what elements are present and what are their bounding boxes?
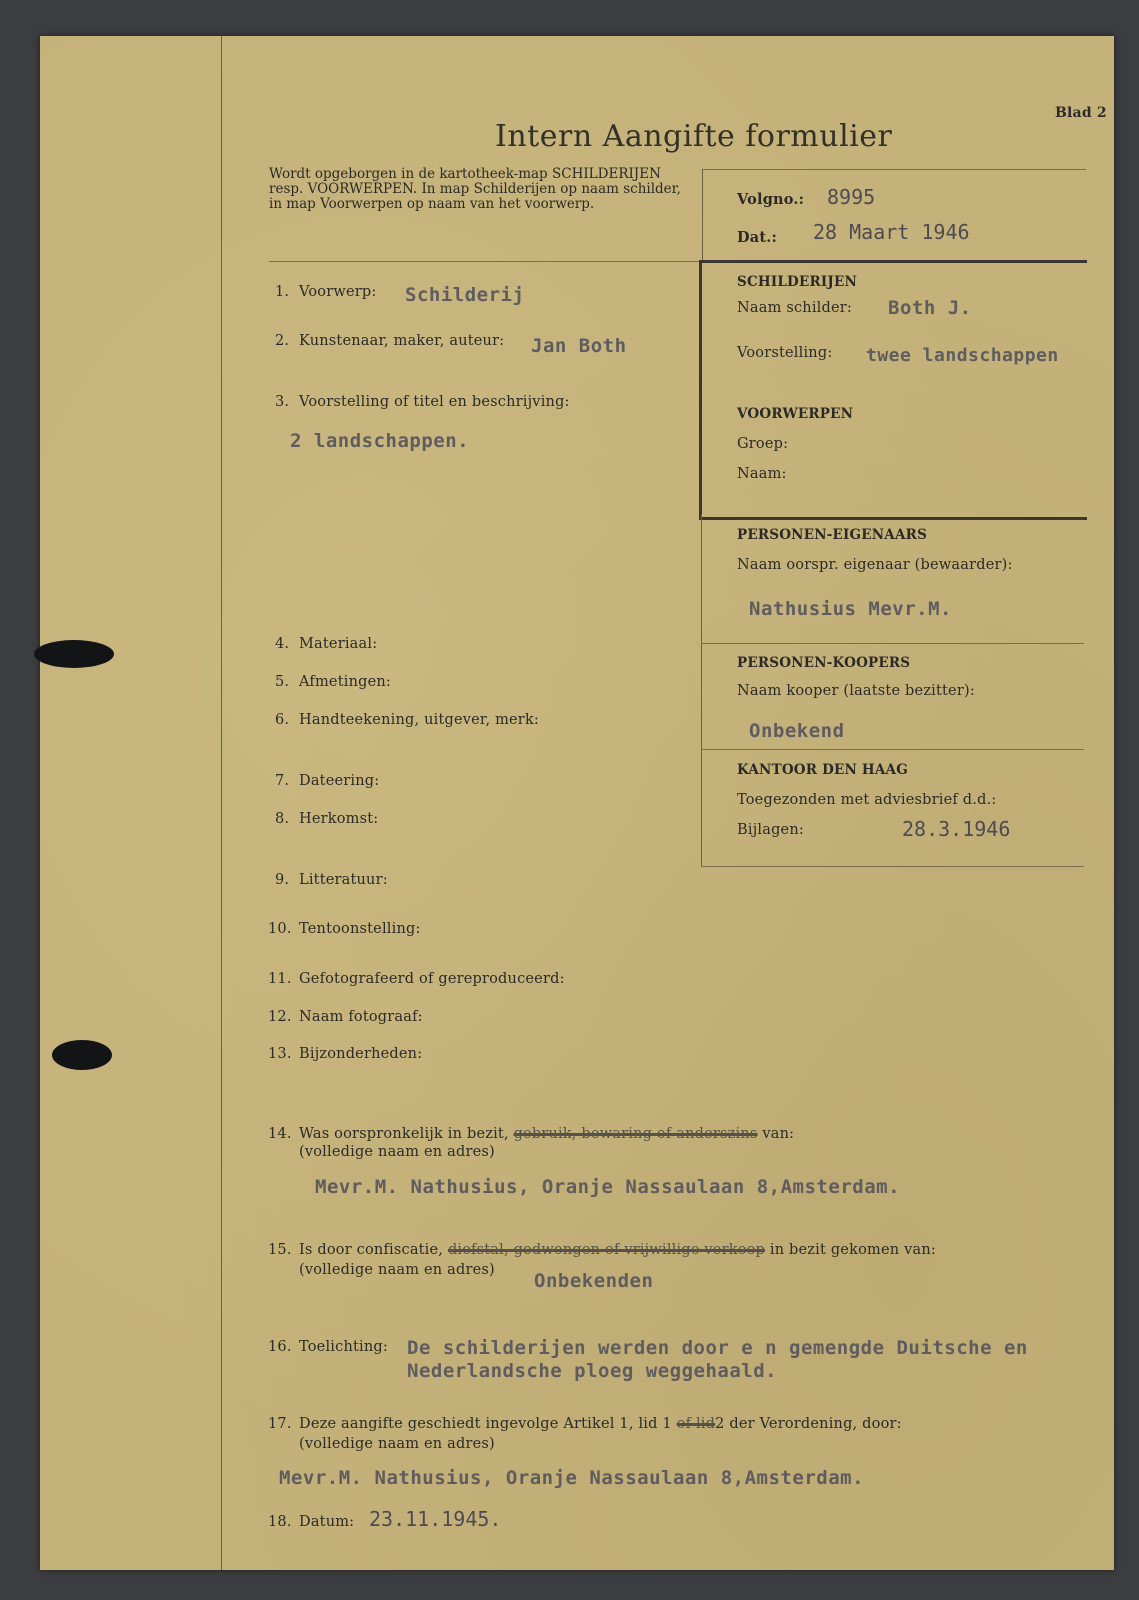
f17-num: 17. (268, 1416, 292, 1432)
eigenaars-divider (701, 643, 1084, 644)
f17-struck: of lid (676, 1416, 716, 1432)
f14-label-b: van: (762, 1126, 795, 1142)
kantoor-bottom-line (701, 866, 1084, 867)
f8-label: Herkomst: (299, 811, 379, 827)
dat-label: Dat.: (737, 229, 778, 246)
f15-struck: diefstal, gedwongen of vrijwillige verkoop (447, 1242, 766, 1258)
volgno-value: 8995 (827, 185, 876, 209)
eigenaars-heading: PERSONEN-EIGENAARS (737, 527, 928, 543)
right-col-line (701, 514, 702, 866)
f17-label-a: Deze aangifte geschiedt ingevolge Artikel 1, lid 1 (299, 1416, 672, 1432)
eigenaars-label: Naam oorspr. eigenaar (bewaarder): (737, 557, 1013, 573)
f5-num: 5. (275, 674, 290, 690)
naam-schilder-label: Naam schilder: (737, 300, 852, 316)
f4-label: Materiaal: (299, 636, 378, 652)
dat-value: 28 Maart 1946 (813, 220, 970, 244)
schilderijen-heading: SCHILDERIJEN (737, 274, 858, 290)
f14-sub: (volledige naam en adres) (299, 1144, 495, 1160)
f17-sub: (volledige naam en adres) (299, 1436, 495, 1452)
toegezonden-label: Toegezonden met adviesbrief d.d.: (737, 792, 997, 808)
f14-label-line (299, 1126, 794, 1142)
f18-label: Datum: (299, 1514, 355, 1530)
reg-top-line (702, 169, 1086, 170)
f4-num: 4. (275, 636, 290, 652)
f14-struck: gebruik, bewaring of anderszins (513, 1126, 758, 1142)
f2-num: 2. (275, 333, 290, 349)
f6-label: Handteekening, uitgever, merk: (299, 712, 540, 728)
f16-label: Toelichting: (299, 1339, 388, 1355)
f15-value: Onbekenden (534, 1270, 654, 1292)
f17-value: Mevr.M. Nathusius, Oranje Nassaulaan 8,Amsterdam. (279, 1467, 865, 1489)
f2-value: Jan Both (531, 335, 627, 357)
voorstelling-value: twee landschappen (866, 345, 1059, 366)
f1-num: 1. (275, 284, 290, 300)
f1-label: Voorwerp: (299, 284, 377, 300)
f11-num: 11. (268, 971, 292, 987)
f13-num: 13. (268, 1046, 292, 1062)
f14-label-a: Was oorspronkelijk in bezit, (299, 1126, 509, 1142)
groep-label: Groep: (737, 436, 789, 452)
f13-label: Bijzonderheden: (299, 1046, 423, 1062)
koopers-value: Onbekend (749, 720, 845, 742)
koopers-heading: PERSONEN-KOOPERS (737, 655, 911, 671)
f10-num: 10. (268, 921, 292, 937)
f18-value: 23.11.1945. (369, 1507, 502, 1531)
f12-num: 12. (268, 1009, 292, 1025)
form-page (40, 36, 1114, 1570)
f16-value-line2: Nederlandsche ploeg weggehaald. (407, 1360, 778, 1382)
header-divider (269, 261, 702, 262)
f9-label: Litteratuur: (299, 872, 388, 888)
f1-value: Schilderij (405, 284, 525, 306)
f16-value-line1: De schilderijen werden door e n gemengde Duitsche en (407, 1337, 1028, 1359)
f8-num: 8. (275, 811, 290, 827)
koopers-divider (701, 749, 1084, 750)
f7-label: Dateering: (299, 773, 380, 789)
naam-schilder-value: Both J. (888, 297, 972, 319)
koopers-label: Naam kooper (laatste bezitter): (737, 683, 975, 699)
form-title: Intern Aangifte formulier (495, 119, 893, 154)
f18-num: 18. (268, 1514, 292, 1530)
page-marker: Blad 2 (1055, 105, 1107, 121)
f6-num: 6. (275, 712, 290, 728)
f3-num: 3. (275, 394, 290, 410)
f14-value: Mevr.M. Nathusius, Oranje Nassaulaan 8,Amsterdam. (315, 1176, 901, 1198)
f2-label: Kunstenaar, maker, auteur: (299, 333, 505, 349)
binder-hole-bottom (52, 1040, 112, 1070)
f15-sub: (volledige naam en adres) (299, 1262, 495, 1278)
voorwerpen-heading: VOORWERPEN (737, 406, 854, 422)
volgno-label: Volgno.: (737, 191, 805, 208)
f16-num: 16. (268, 1339, 292, 1355)
bijlagen-label: Bijlagen: (737, 822, 804, 838)
intro-text: Wordt opgeborgen in de kartotheek-map SCHILDERIJEN resp. VOORWERPEN. In map Schilderijen op naam schilder, in map Voorwerpen op naam van het voorwerp. (269, 166, 681, 212)
reg-left-line (702, 169, 703, 262)
voorstelling-label: Voorstelling: (737, 345, 833, 361)
f17-label-b: 2 der Verordening, door: (715, 1416, 902, 1432)
voorwerpen-naam-label: Naam: (737, 466, 787, 482)
f10-label: Tentoonstelling: (299, 921, 421, 937)
binder-hole-top (34, 640, 114, 668)
f3-value: 2 landschappen. (290, 430, 470, 452)
kantoor-heading: KANTOOR DEN HAAG (737, 762, 908, 778)
f15-label-line (299, 1242, 936, 1258)
f5-label: Afmetingen: (299, 674, 392, 690)
f15-num: 15. (268, 1242, 292, 1258)
f7-num: 7. (275, 773, 290, 789)
margin-line (221, 36, 222, 1570)
f15-label-b: in bezit gekomen van: (769, 1242, 936, 1258)
f17-label-line (299, 1416, 902, 1432)
f12-label: Naam fotograaf: (299, 1009, 423, 1025)
f11-label: Gefotografeerd of gereproduceerd: (299, 971, 565, 987)
bijlagen-value: 28.3.1946 (902, 817, 1011, 841)
f9-num: 9. (275, 872, 290, 888)
f15-label-a: Is door confiscatie, (299, 1242, 444, 1258)
f14-num: 14. (268, 1126, 292, 1142)
f3-label: Voorstelling of titel en beschrijving: (299, 394, 570, 410)
eigenaars-value: Nathusius Mevr.M. (749, 598, 952, 620)
